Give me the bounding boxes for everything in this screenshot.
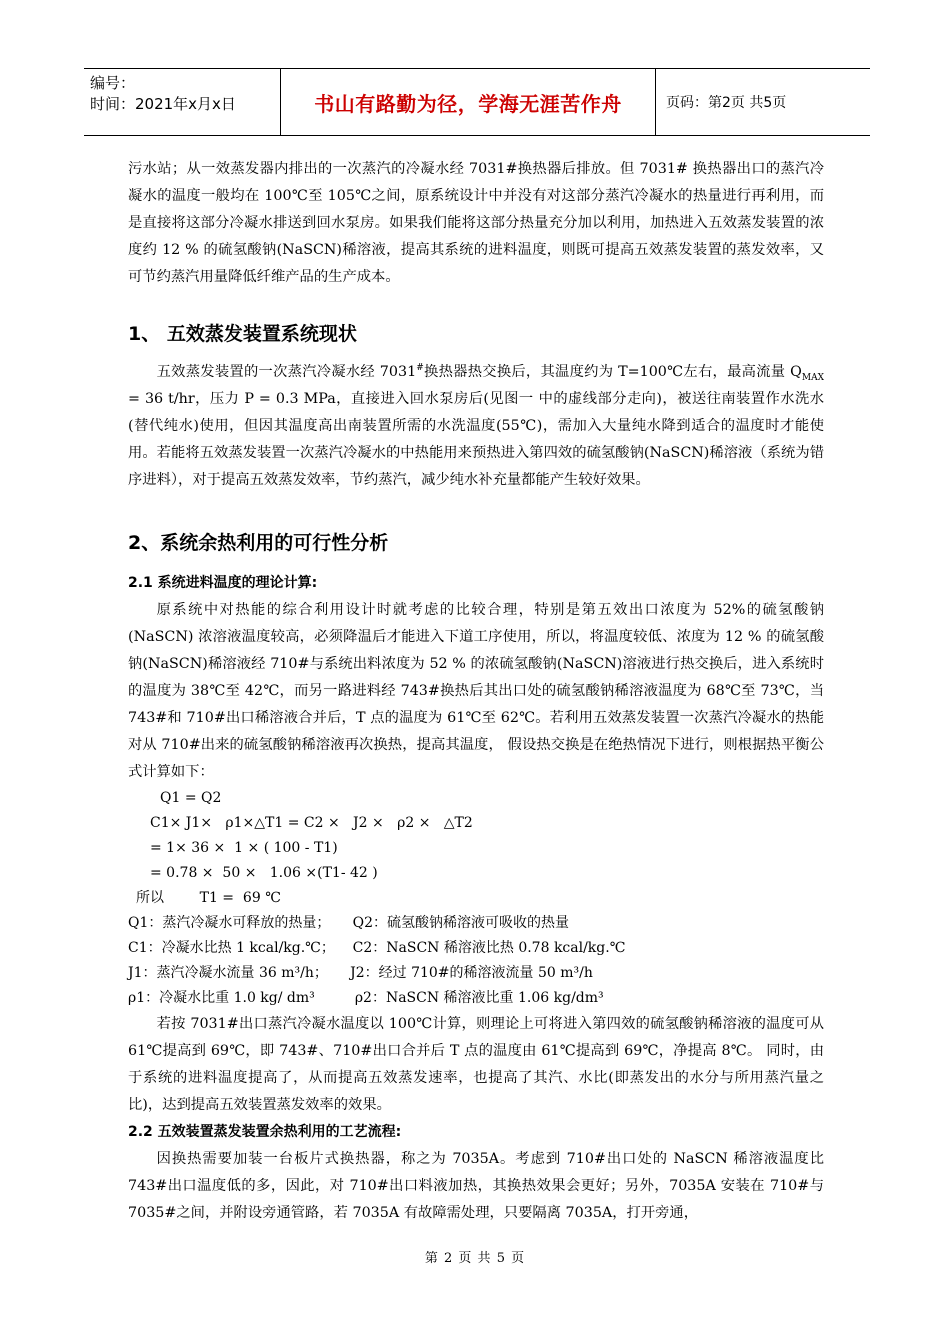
section-1-paragraph: 五效蒸发装置的一次蒸汽冷凝水经 7031#换热器热交换后，其温度约为 T=100℃左右，最高流量 $Q_{MAX} = 36$ t/hr，压力 P = 0.3 MPa，直接进入回水泵房后(见图一 中的虚线部分走向)，被送往南装置作水洗水(替代纯水)使用，但因其温度高出南装置所需的水洗温度(55℃)，需加入大量纯水降到适合的温度时才能使用。若能将五效蒸发装置一次蒸汽冷凝水的中热能用来预热进入第四效的硫氢酸钠(NaSCN)稀溶液（系统为错序进料），对于提高五效蒸发效率，节约蒸汽，减少纯水补充量都能产生较好效果。: [128, 363, 825, 488]
page-content: [128, 156, 824, 1227]
subsection-2-2-paragraph: 因换热需要加装一台板片式换热器，称之为 7035A。考虑到 710#出口处的 NaSCN 稀溶液温度比 743#出口温度低的多，因此，对 710#出口料液加热，其换热效果会更好；另外，7035A 安装在 710#与 7035#之间，并附设旁通管路，若 7035A 有故障需处理，只要隔离 7035A，打开旁通，: [128, 1151, 824, 1221]
header-page-info: 页码：第2页 共5页: [666, 95, 787, 111]
page-footer: 第 2 页 共 5 页: [424, 1251, 526, 1266]
header-motto: 书山有路勤为径，学海无涯苦作舟: [281, 69, 656, 135]
document-date: 时间：2021年x月x日: [90, 95, 236, 113]
subsection-2-1-conclusion: 若按 7031#出口蒸汽冷凝水温度以 100℃计算，则理论上可将进入第四效的硫氢酸钠稀溶液的温度可从 61℃提高到 69℃，即 743#、710#出口合并后 T 点的温度由 61℃提高到 69℃，净提高 8℃。 同时，由于系统的进料温度提高了，从而提高五效蒸发速率，也提高了其汽、水比(即蒸发出的水分与所用蒸汽量之比)，达到提高五效装置蒸发效率的效果。: [128, 1016, 824, 1113]
equation-line: Q1 = Q2: [160, 790, 222, 806]
equation-line: C1× J1× ρ1×△T1 = C2 × J2 × ρ2 × △T2: [150, 815, 473, 831]
variable-definition: Q1：蒸汽冷凝水可释放的热量； Q2：硫氢酸钠稀溶液可吸收的热量: [128, 915, 570, 931]
section-1-heading: 1、 五效蒸发装置系统现状: [128, 323, 357, 345]
subsection-2-1-paragraph: 原系统中对热能的综合利用设计时就考虑的比较合理，特别是第五效出口浓度为 52%的硫氢酸钠(NaSCN) 浓溶液温度较高，必须降温后才能进入下道工序使用，所以，将温度较低、浓度为 12 % 的硫氢酸钠(NaSCN)稀溶液经 710#与系统出料浓度为 52 % 的浓硫氢酸钠(NaSCN)溶液进行热交换后，进入系统时的温度为 38℃至 42℃，而另一路进料经 743#换热后其出口处的硫氢酸钠稀溶液温度为 68℃至 73℃，当 743#和 710#出口稀溶液合并后，T 点的温度为 61℃至 62℃。若利用五效蒸发装置一次蒸汽冷凝水的热能对从 710#出来的硫氢酸钠稀溶液再次换热，提高其温度， 假设热交换是在绝热情况下进行，则根据热平衡公式计算如下：: [128, 602, 824, 780]
variable-definition: ρ1：冷凝水比重 1.0 kg/ dm³ ρ2：NaSCN 稀溶液比重 1.06 kg/dm³: [128, 990, 604, 1006]
variable-definition: J1：蒸汽冷凝水流量 36 m³/h； J2：经过 710#的稀溶液流量 50 m³/h: [128, 965, 593, 981]
header-meta: [84, 69, 281, 135]
equation-line: = 0.78 × 50 × 1.06 ×(T1- 42 ): [150, 865, 378, 881]
equation-result: 所以 T1 = 69 ℃: [136, 890, 281, 906]
document-number-label: 编号：: [90, 74, 136, 92]
page-header: [84, 68, 870, 136]
section-2-heading: 2、系统余热利用的可行性分析: [128, 532, 389, 554]
variable-definition: C1：冷凝水比热 1 kcal/kg.℃； C2：NaSCN 稀溶液比热 0.78 kcal/kg.℃: [128, 940, 626, 956]
subsection-2-2-heading: 2.2 五效装置蒸发装置余热利用的工艺流程:: [128, 1124, 402, 1140]
subsection-2-1-heading: 2.1 系统进料温度的理论计算:: [128, 575, 318, 591]
equation-line: = 1× 36 × 1 × ( 100 - T1): [150, 840, 338, 856]
intro-paragraph: 污水站；从一效蒸发器内排出的一次蒸汽的冷凝水经 7031#换热器后排放。但 7031# 换热器出口的蒸汽冷凝水的温度一般均在 100℃至 105℃之间，原系统设计中并没有对这部分蒸汽冷凝水的热量进行再利用，而是直接将这部分冷凝水排送到回水泵房。如果我们能将这部分热量充分加以利用，加热进入五效蒸发装置的浓度约 12 % 的硫氢酸钠(NaSCN)稀溶液，提高其系统的进料温度，则既可提高五效蒸发装置的蒸发效率，又可节约蒸汽用量降低纤维产品的生产成本。: [128, 161, 824, 285]
